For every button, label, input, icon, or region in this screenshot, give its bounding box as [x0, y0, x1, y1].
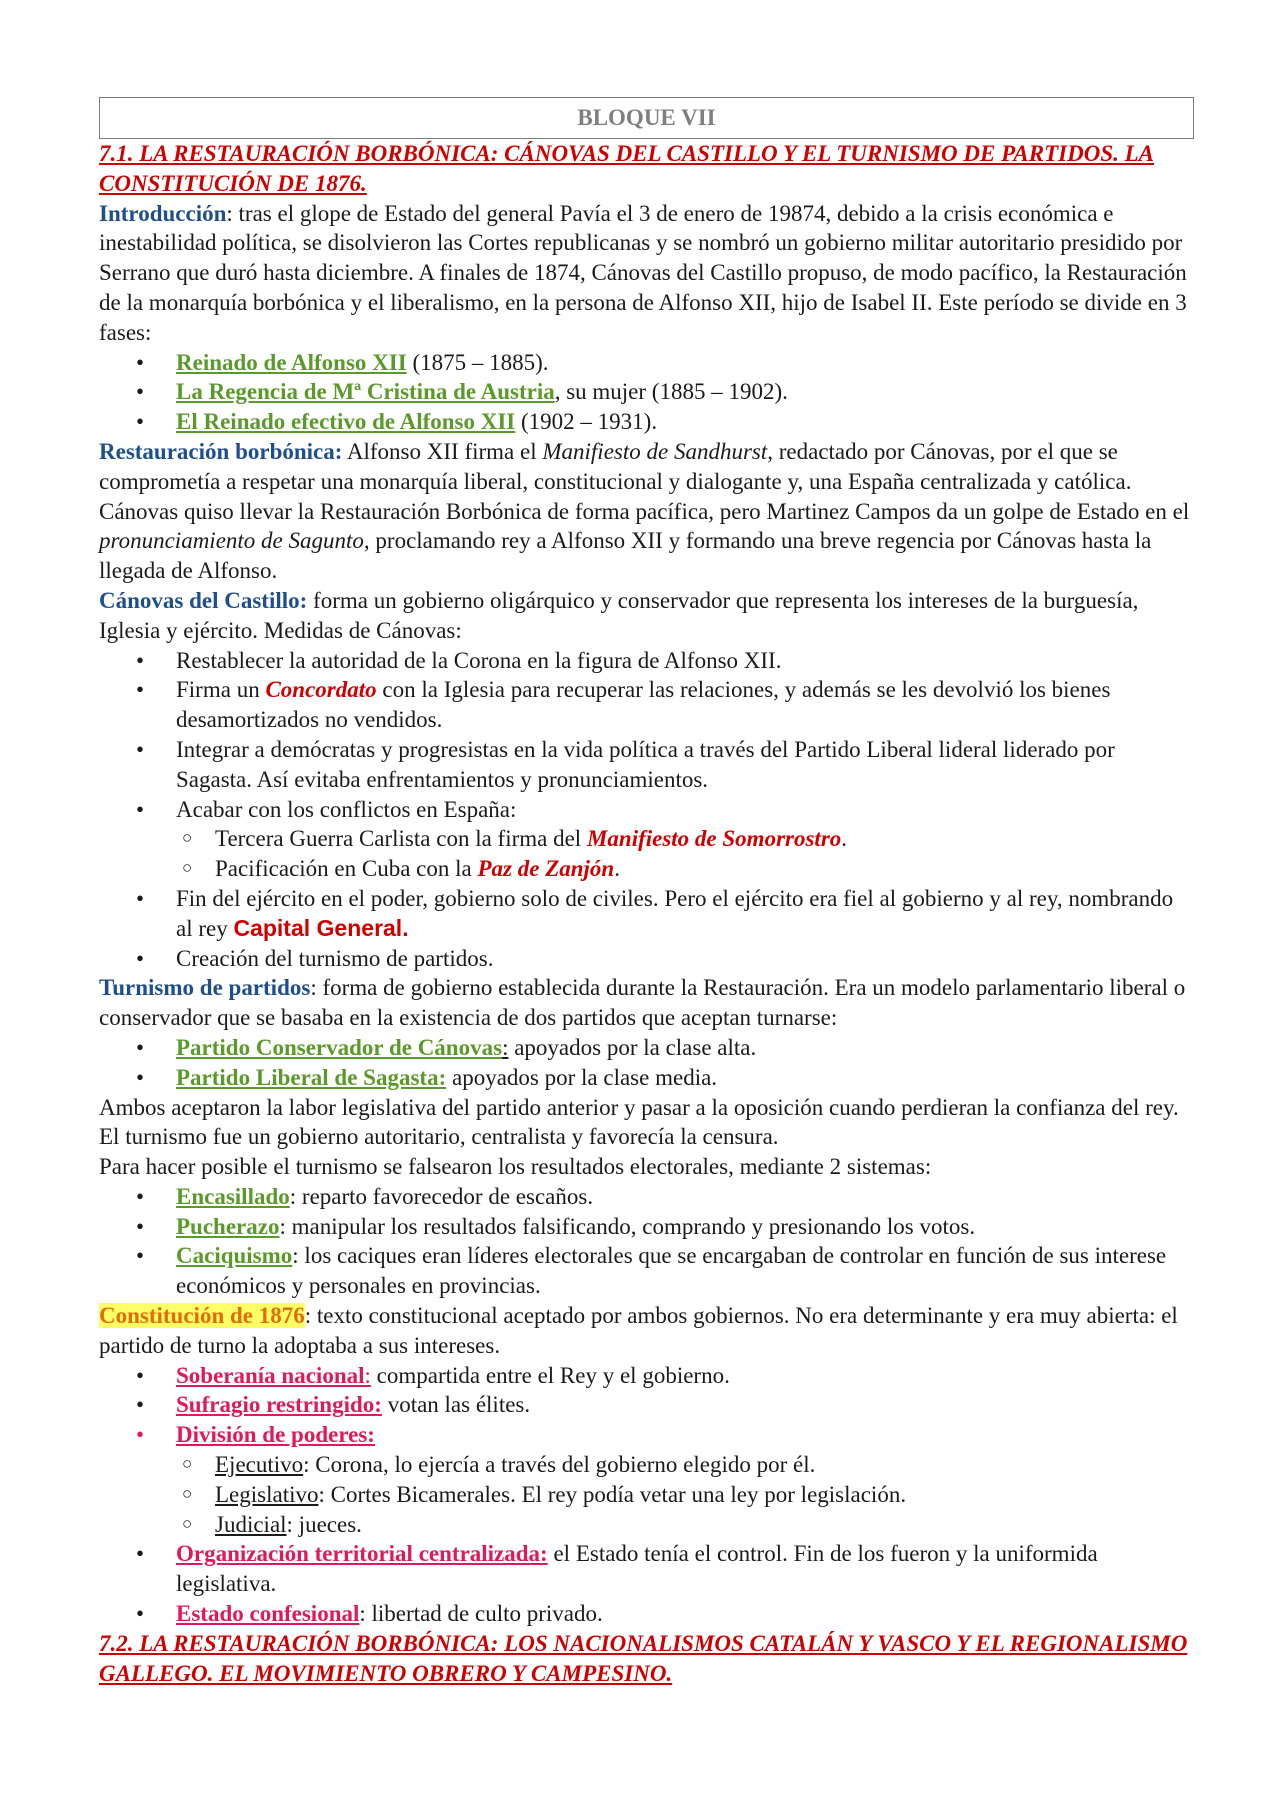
text-run: : texto constitucional aceptado por ambos gobiernos. No era determinante y era muy abierta: el partido de turno la adoptaba a sus intereses.: [99, 1303, 1178, 1358]
partido-name: Partido Liberal de Sagasta:: [176, 1064, 447, 1090]
text-run: Tercera Guerra Carlista con la firma del: [215, 826, 587, 852]
list-item: • Restablecer la autoridad de la Corona en la figura de Alfonso XII.: [99, 646, 1194, 676]
turnismo-paragraph: [99, 973, 1194, 1033]
constitucion-paragraph: [99, 1301, 1194, 1361]
principio-name: Estado confesional: [176, 1601, 360, 1627]
sub-list-item: [99, 1510, 1194, 1540]
list-item: [99, 884, 1194, 944]
list-item: [99, 1390, 1194, 1420]
list-item: [99, 675, 1194, 735]
list-item: • Acabar con los conflictos en España:: [99, 795, 1194, 825]
text-run: : forma de gobierno establecida durante la Restauración. Era un modelo parlamentario liberal o conservador que se basaba en la existencia de dos partidos que aceptan turnarse:: [99, 975, 1186, 1031]
text-run: votan las élites.: [381, 1392, 531, 1418]
poder-name: Judicial: [215, 1511, 287, 1537]
text-run: Firma un: [176, 677, 266, 703]
turnismo-para2: El turnismo fue un gobierno autoritario, centralista y favorecía la censura.: [99, 1124, 779, 1150]
text-run: apoyados por la clase media.: [446, 1064, 718, 1090]
text-run: forma un gobierno oligárquico y conservador que representa los intereses de la burguesía, Iglesia y ejército. Medidas de Cánovas:: [99, 587, 1139, 643]
list-item: • Integrar a demócratas y progresistas en la vida política a través del Partido Liberal lideral liderado por Sagasta. Así evitaba enfrentamientos y pronunciamientos.: [99, 735, 1194, 795]
list-item: • Creación del turnismo de partidos.: [99, 944, 1194, 974]
sistema-name: Caciquismo: [176, 1243, 293, 1269]
restauracion-label: Restauración borbónica:: [99, 438, 343, 464]
sistema-name: Pucherazo: [176, 1213, 280, 1239]
bloque-title: BLOQUE VII: [577, 105, 716, 130]
list-item: [99, 1033, 1194, 1063]
highlight-term: Manifiesto de Somorrostro: [586, 826, 842, 852]
turnismo-label: Turnismo de partidos: [99, 975, 311, 1001]
list-item: [99, 377, 1194, 407]
list-item: [99, 1241, 1194, 1301]
sistema-name: Encasillado: [176, 1183, 290, 1209]
partidos-list: [99, 1033, 1194, 1093]
sub-list-item: [99, 824, 1194, 854]
fases-list: [99, 348, 1194, 437]
principio-name: Soberanía nacional: [176, 1362, 365, 1388]
list-item: [99, 1182, 1194, 1212]
list-item: [99, 1599, 1194, 1629]
principio-name: Organización territorial centralizada:: [176, 1541, 548, 1567]
text-run: : Cortes Bicamerales. El rey podía vetar una ley por legislación.: [318, 1481, 907, 1507]
text-run: : los caciques eran líderes electorales que se encargaban de controlar en función de sus interese económicos y personales en provincias.: [176, 1243, 1167, 1299]
text-run: : reparto favorecedor de escaños.: [289, 1183, 594, 1209]
italic-term: pronunciamiento de Sagunto: [99, 528, 364, 554]
fase-name: Reinado de Alfonso XII: [176, 349, 407, 375]
text-run: : libertad de culto privado.: [359, 1601, 603, 1627]
fase-rest: (1875 – 1885).: [406, 349, 549, 375]
text-run: , proclamando rey a Alfonso XII y formando una breve regencia por Cánovas hasta la llegada de Alfonso.: [99, 528, 1152, 584]
text-run: Alfonso XII firma el: [342, 438, 543, 464]
fase-name: El Reinado efectivo de Alfonso XII: [176, 409, 516, 435]
section1-title: 7.1. LA RESTAURACIÓN BORBÓNICA: CÁNOVAS DEL CASTILLO Y EL TURNISMO DE PARTIDOS. LA CONSTITUCIÓN DE 1876.: [99, 141, 1155, 196]
text-run: compartida entre el Rey y el gobierno.: [370, 1362, 730, 1388]
document-page: [99, 97, 1194, 1688]
list-item: [99, 1420, 1194, 1450]
text-run: apoyados por la clase alta.: [508, 1034, 757, 1060]
list-item: [99, 1361, 1194, 1391]
medidas-list: [99, 646, 1194, 974]
text-run: : jueces.: [286, 1511, 362, 1537]
restauracion-paragraph: [99, 437, 1194, 586]
constitucion-list: [99, 1361, 1194, 1629]
sub-list-item: [99, 1480, 1194, 1510]
intro-label: Introducción: [99, 200, 227, 226]
highlight-term: Capital General.: [233, 914, 409, 941]
list-item: [99, 1539, 1194, 1599]
italic-term: Manifiesto de Sandhurst: [542, 438, 768, 464]
text-run: :: [364, 1362, 371, 1388]
text-run: con la Iglesia para recuperar las relaciones, y además se les devolvió los bienes desamortizados no vendidos.: [176, 677, 1111, 733]
canovas-paragraph: [99, 586, 1194, 646]
principio-name: Sufragio restringido:: [176, 1392, 382, 1418]
list-item: [99, 1212, 1194, 1242]
poder-name: Legislativo: [215, 1481, 319, 1507]
highlight-term: Paz de Zanjón: [477, 856, 615, 882]
intro-text: : tras el glope de Estado del general Pavía el 3 de enero de 19874, debido a la crisis económica e inestabilidad política, se disolvieron las Cortes republicanas y se nombró un gobierno militar autoritario presidido por Serrano que duró hasta diciembre. A finales de 1874, Cánovas del Castillo propuso, de modo pacífico, la Restauración de la monarquía borbónica y el liberalismo, en la persona de Alfonso XII, hijo de Isabel II. Este período se divide en 3 fases:: [99, 200, 1187, 345]
principio-name: División de poderes:: [176, 1422, 375, 1448]
poder-name: Ejecutivo: [215, 1452, 304, 1478]
text-run: : manipular los resultados falsificando, comprando y presionando los votos.: [279, 1213, 976, 1239]
canovas-label: Cánovas del Castillo:: [99, 587, 308, 613]
text-run: .: [841, 826, 848, 852]
intro-paragraph: [99, 199, 1194, 348]
text-run: Pacificación en Cuba con la: [215, 856, 478, 882]
text-run: : Corona, lo ejercía a través del gobierno elegido por él.: [303, 1452, 816, 1478]
turnismo-para1: Ambos aceptaron la labor legislativa del partido anterior y pasar a la oposición cuando perdieran la confianza del rey.: [99, 1094, 1179, 1120]
highlight-term: Concordato: [265, 677, 377, 703]
list-item: [99, 407, 1194, 437]
text-run: Fin del ejército en el poder, gobierno solo de civiles. Pero el ejército era fiel al gobierno y al rey, nombrando al rey: [176, 885, 1174, 941]
list-item: [99, 348, 1194, 378]
sistemas-list: [99, 1182, 1194, 1301]
text-run: :: [502, 1034, 509, 1060]
turnismo-para3: Para hacer posible el turnismo se falsearon los resultados electorales, mediante 2 sistemas:: [99, 1154, 932, 1180]
list-item: [99, 1063, 1194, 1093]
fase-name: La Regencia de Mª Cristina de Austria: [176, 379, 555, 405]
constitucion-label: Constitución de 1876: [99, 1303, 305, 1329]
section2-title: 7.2. LA RESTAURACIÓN BORBÓNICA: LOS NACIONALISMOS CATALÁN Y VASCO Y EL REGIONALISMO GALLEGO. EL MOVIMIENTO OBRERO Y CAMPESINO.: [99, 1630, 1188, 1686]
fase-rest: (1902 – 1931).: [515, 409, 658, 435]
text-run: , redactado por Cánovas, por el que se comprometía a respetar una monarquía liberal, constitucional y dialogante y, una España centralizada y católica. Cánovas quiso llevar la Restauración Borbónica de forma pacífica, pero Martinez Campos da un golpe de Estado en el: [99, 438, 1190, 524]
partido-name: Partido Conservador de Cánovas: [176, 1034, 503, 1060]
sub-list-item: [99, 1450, 1194, 1480]
text-run: .: [614, 856, 620, 882]
sub-list-item: [99, 854, 1194, 884]
fase-rest: , su mujer (1885 – 1902).: [554, 379, 788, 405]
bloque-header-box: [99, 97, 1194, 139]
text-run: el Estado tenía el control. Fin de los fueron y la uniformida legislativa.: [176, 1541, 1098, 1597]
